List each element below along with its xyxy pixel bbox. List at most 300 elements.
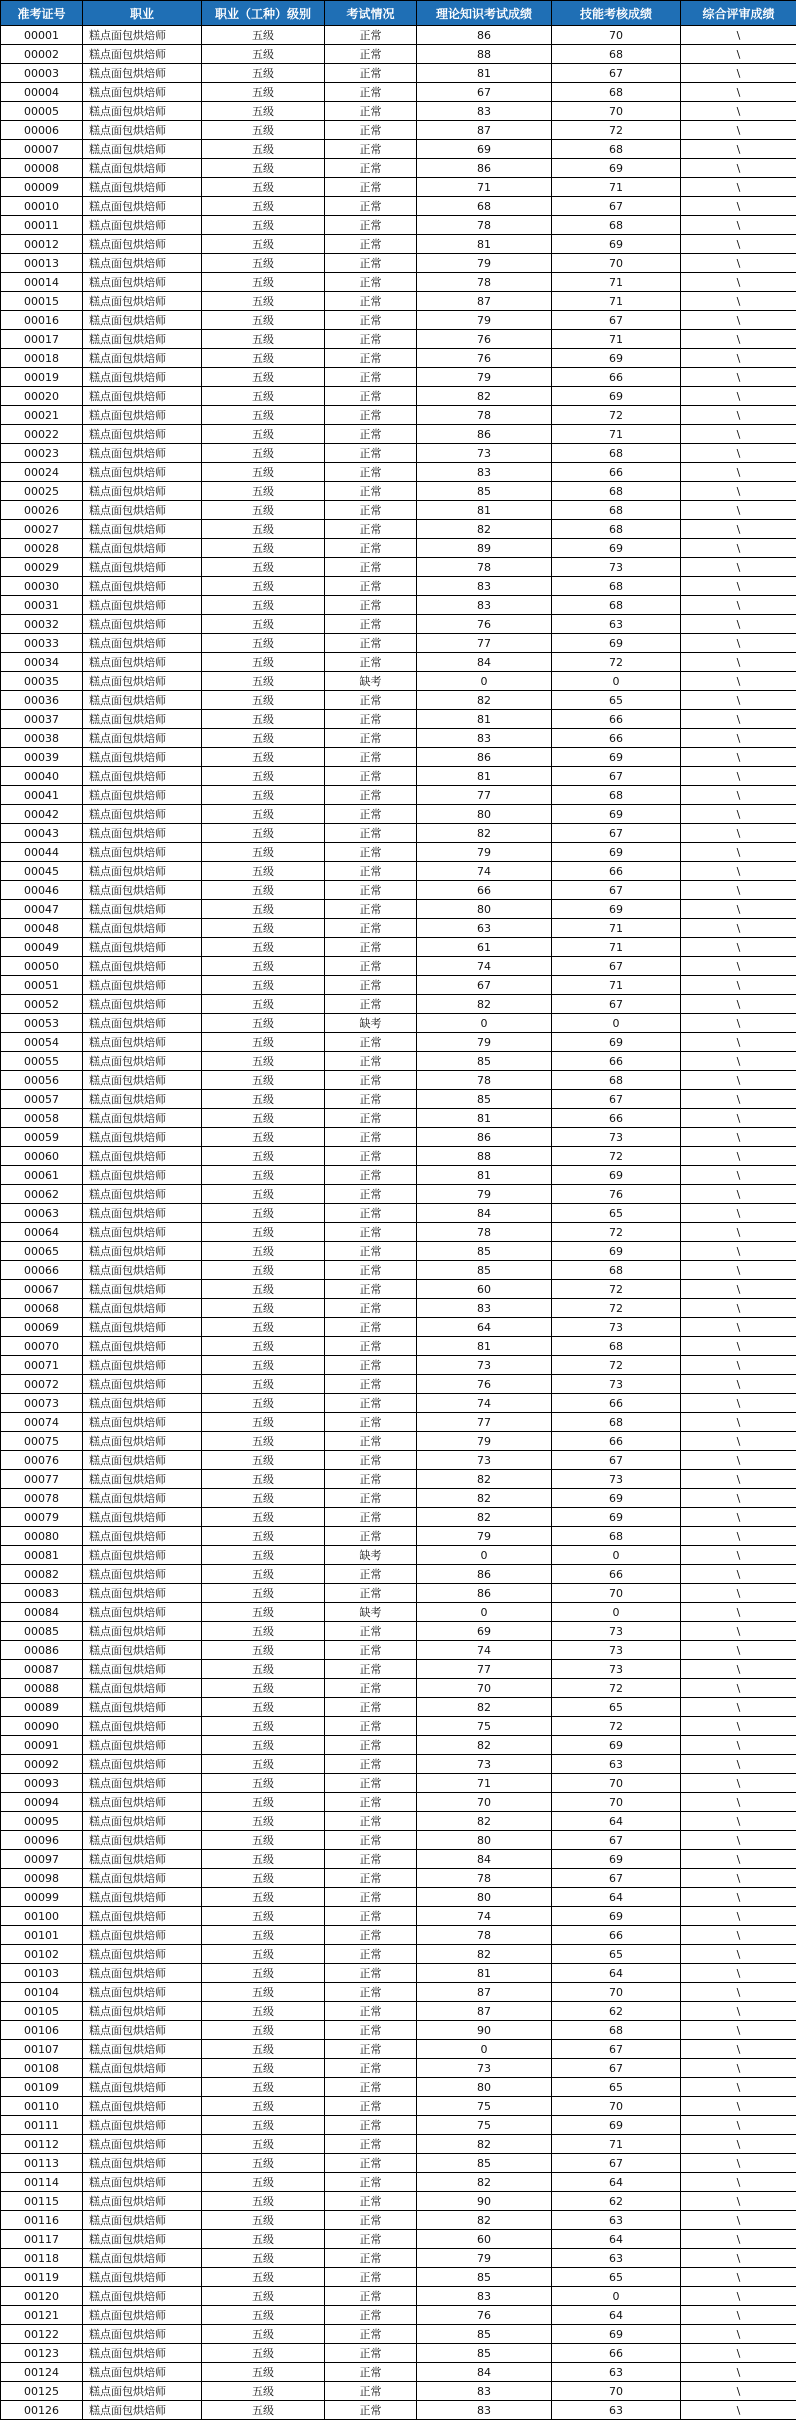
table-row: [1, 748, 796, 767]
cell-theory-score: 67: [417, 976, 552, 995]
cell-exam-id: 00042: [1, 805, 83, 824]
cell-exam-status: 正常: [325, 2382, 417, 2401]
table-row: [1, 1242, 796, 1261]
cell-exam-status: 正常: [325, 1394, 417, 1413]
cell-review-score: \: [681, 2173, 796, 2192]
cell-review-score: \: [681, 1679, 796, 1698]
table-row: [1, 121, 796, 140]
cell-theory-score: 82: [417, 2135, 552, 2154]
cell-exam-id: 00093: [1, 1774, 83, 1793]
table-row: [1, 425, 796, 444]
table-row: [1, 1983, 796, 2002]
table-row: [1, 1318, 796, 1337]
cell-level: 五级: [202, 1432, 325, 1451]
cell-occupation: 糕点面包烘焙师: [83, 311, 202, 330]
cell-occupation: 糕点面包烘焙师: [83, 577, 202, 596]
cell-exam-id: 00019: [1, 368, 83, 387]
cell-review-score: \: [681, 1337, 796, 1356]
cell-exam-status: 正常: [325, 938, 417, 957]
cell-level: 五级: [202, 1052, 325, 1071]
cell-level: 五级: [202, 824, 325, 843]
cell-occupation: 糕点面包烘焙师: [83, 938, 202, 957]
cell-level: 五级: [202, 1337, 325, 1356]
cell-level: 五级: [202, 2401, 325, 2420]
cell-review-score: \: [681, 1014, 796, 1033]
cell-exam-status: 正常: [325, 2154, 417, 2173]
cell-occupation: 糕点面包烘焙师: [83, 596, 202, 615]
table-row: [1, 1261, 796, 1280]
cell-theory-score: 74: [417, 1394, 552, 1413]
cell-exam-status: 正常: [325, 2116, 417, 2135]
cell-occupation: 糕点面包烘焙师: [83, 2344, 202, 2363]
cell-exam-status: 正常: [325, 406, 417, 425]
cell-review-score: \: [681, 2382, 796, 2401]
cell-exam-status: 正常: [325, 2325, 417, 2344]
cell-skill-score: 66: [552, 862, 681, 881]
cell-exam-status: 正常: [325, 216, 417, 235]
cell-review-score: \: [681, 1470, 796, 1489]
cell-exam-status: 正常: [325, 1470, 417, 1489]
cell-theory-score: 79: [417, 1432, 552, 1451]
cell-level: 五级: [202, 1014, 325, 1033]
cell-theory-score: 80: [417, 900, 552, 919]
cell-level: 五级: [202, 881, 325, 900]
cell-skill-score: 66: [552, 1565, 681, 1584]
table-row: [1, 1850, 796, 1869]
cell-skill-score: 73: [552, 1641, 681, 1660]
cell-skill-score: 67: [552, 995, 681, 1014]
cell-occupation: 糕点面包烘焙师: [83, 235, 202, 254]
cell-review-score: \: [681, 2325, 796, 2344]
cell-level: 五级: [202, 273, 325, 292]
cell-exam-id: 00062: [1, 1185, 83, 1204]
cell-skill-score: 66: [552, 1394, 681, 1413]
cell-theory-score: 83: [417, 729, 552, 748]
cell-skill-score: 68: [552, 1071, 681, 1090]
cell-occupation: 糕点面包烘焙师: [83, 767, 202, 786]
cell-theory-score: 73: [417, 444, 552, 463]
cell-exam-status: 正常: [325, 2135, 417, 2154]
table-row: [1, 1603, 796, 1622]
cell-level: 五级: [202, 463, 325, 482]
cell-occupation: 糕点面包烘焙师: [83, 1546, 202, 1565]
cell-occupation: 糕点面包烘焙师: [83, 1603, 202, 1622]
cell-skill-score: 73: [552, 1470, 681, 1489]
cell-theory-score: 83: [417, 2401, 552, 2420]
cell-theory-score: 79: [417, 843, 552, 862]
cell-exam-id: 00114: [1, 2173, 83, 2192]
cell-exam-status: 正常: [325, 1337, 417, 1356]
cell-occupation: 糕点面包烘焙师: [83, 1109, 202, 1128]
cell-level: 五级: [202, 2021, 325, 2040]
cell-skill-score: 70: [552, 1983, 681, 2002]
cell-exam-id: 00098: [1, 1869, 83, 1888]
cell-theory-score: 74: [417, 1641, 552, 1660]
cell-exam-status: 正常: [325, 2287, 417, 2306]
cell-exam-id: 00038: [1, 729, 83, 748]
cell-occupation: 糕点面包烘焙师: [83, 862, 202, 881]
cell-skill-score: 65: [552, 2078, 681, 2097]
cell-occupation: 糕点面包烘焙师: [83, 1375, 202, 1394]
cell-exam-status: 正常: [325, 596, 417, 615]
cell-level: 五级: [202, 2135, 325, 2154]
cell-level: 五级: [202, 1299, 325, 1318]
cell-occupation: 糕点面包烘焙师: [83, 691, 202, 710]
cell-theory-score: 78: [417, 1223, 552, 1242]
cell-theory-score: 78: [417, 1926, 552, 1945]
cell-skill-score: 67: [552, 1451, 681, 1470]
cell-occupation: 糕点面包烘焙师: [83, 710, 202, 729]
cell-occupation: 糕点面包烘焙师: [83, 368, 202, 387]
cell-occupation: 糕点面包烘焙师: [83, 1945, 202, 1964]
cell-exam-status: 正常: [325, 1698, 417, 1717]
cell-skill-score: 65: [552, 691, 681, 710]
cell-occupation: 糕点面包烘焙师: [83, 1432, 202, 1451]
cell-theory-score: 76: [417, 2306, 552, 2325]
table-row: [1, 1299, 796, 1318]
cell-skill-score: 67: [552, 2059, 681, 2078]
cell-occupation: 糕点面包烘焙师: [83, 1280, 202, 1299]
cell-level: 五级: [202, 2287, 325, 2306]
cell-level: 五级: [202, 1166, 325, 1185]
cell-skill-score: 64: [552, 2230, 681, 2249]
cell-skill-score: 73: [552, 1622, 681, 1641]
cell-exam-id: 00101: [1, 1926, 83, 1945]
cell-exam-status: 正常: [325, 1622, 417, 1641]
table-row: [1, 919, 796, 938]
cell-review-score: \: [681, 178, 796, 197]
cell-review-score: \: [681, 862, 796, 881]
table-row: [1, 2363, 796, 2382]
cell-occupation: 糕点面包烘焙师: [83, 2287, 202, 2306]
cell-theory-score: 77: [417, 634, 552, 653]
cell-theory-score: 82: [417, 824, 552, 843]
cell-theory-score: 77: [417, 786, 552, 805]
cell-exam-id: 00097: [1, 1850, 83, 1869]
cell-review-score: \: [681, 2287, 796, 2306]
cell-review-score: \: [681, 1793, 796, 1812]
cell-exam-status: 正常: [325, 957, 417, 976]
cell-skill-score: 69: [552, 1489, 681, 1508]
cell-occupation: 糕点面包烘焙师: [83, 1413, 202, 1432]
table-row: [1, 501, 796, 520]
table-row: [1, 26, 796, 45]
cell-exam-id: 00066: [1, 1261, 83, 1280]
cell-exam-status: 正常: [325, 1261, 417, 1280]
cell-review-score: \: [681, 577, 796, 596]
cell-exam-id: 00091: [1, 1736, 83, 1755]
cell-exam-id: 00059: [1, 1128, 83, 1147]
cell-review-score: \: [681, 1812, 796, 1831]
cell-theory-score: 83: [417, 463, 552, 482]
cell-skill-score: 66: [552, 1109, 681, 1128]
cell-review-score: \: [681, 1261, 796, 1280]
cell-exam-id: 00122: [1, 2325, 83, 2344]
cell-skill-score: 72: [552, 1679, 681, 1698]
cell-occupation: 糕点面包烘焙师: [83, 349, 202, 368]
cell-skill-score: 71: [552, 425, 681, 444]
cell-exam-id: 00003: [1, 64, 83, 83]
cell-level: 五级: [202, 2306, 325, 2325]
cell-review-score: \: [681, 482, 796, 501]
table-row: [1, 729, 796, 748]
cell-review-score: \: [681, 2002, 796, 2021]
cell-occupation: 糕点面包烘焙师: [83, 805, 202, 824]
cell-review-score: \: [681, 273, 796, 292]
cell-exam-status: 正常: [325, 558, 417, 577]
cell-level: 五级: [202, 2325, 325, 2344]
cell-occupation: 糕点面包烘焙师: [83, 1470, 202, 1489]
cell-review-score: \: [681, 102, 796, 121]
cell-occupation: 糕点面包烘焙师: [83, 102, 202, 121]
cell-theory-score: 80: [417, 1831, 552, 1850]
table-row: [1, 1660, 796, 1679]
cell-review-score: \: [681, 710, 796, 729]
cell-theory-score: 0: [417, 1603, 552, 1622]
cell-theory-score: 87: [417, 292, 552, 311]
cell-theory-score: 84: [417, 1850, 552, 1869]
cell-skill-score: 67: [552, 311, 681, 330]
cell-exam-id: 00024: [1, 463, 83, 482]
cell-theory-score: 0: [417, 672, 552, 691]
cell-level: 五级: [202, 2344, 325, 2363]
cell-theory-score: 82: [417, 995, 552, 1014]
cell-theory-score: 80: [417, 805, 552, 824]
cell-skill-score: 69: [552, 1736, 681, 1755]
cell-exam-status: 正常: [325, 862, 417, 881]
cell-exam-status: 正常: [325, 1489, 417, 1508]
cell-level: 五级: [202, 786, 325, 805]
cell-level: 五级: [202, 1033, 325, 1052]
cell-exam-id: 00106: [1, 2021, 83, 2040]
cell-exam-status: 正常: [325, 26, 417, 45]
cell-occupation: 糕点面包烘焙师: [83, 140, 202, 159]
table-row: [1, 2211, 796, 2230]
cell-exam-id: 00023: [1, 444, 83, 463]
cell-occupation: 糕点面包烘焙师: [83, 2325, 202, 2344]
table-row: [1, 1831, 796, 1850]
cell-theory-score: 0: [417, 1546, 552, 1565]
cell-review-score: \: [681, 140, 796, 159]
cell-occupation: 糕点面包烘焙师: [83, 672, 202, 691]
table-row: [1, 1185, 796, 1204]
cell-theory-score: 90: [417, 2192, 552, 2211]
cell-level: 五级: [202, 2382, 325, 2401]
cell-skill-score: 67: [552, 2040, 681, 2059]
cell-occupation: 糕点面包烘焙师: [83, 615, 202, 634]
cell-theory-score: 60: [417, 2230, 552, 2249]
cell-skill-score: 66: [552, 1432, 681, 1451]
cell-exam-id: 00076: [1, 1451, 83, 1470]
cell-review-score: \: [681, 1375, 796, 1394]
cell-exam-status: 正常: [325, 1413, 417, 1432]
cell-theory-score: 85: [417, 2268, 552, 2287]
cell-review-score: \: [681, 254, 796, 273]
table-row: [1, 349, 796, 368]
cell-review-score: \: [681, 748, 796, 767]
cell-level: 五级: [202, 1413, 325, 1432]
table-row: [1, 2382, 796, 2401]
cell-occupation: 糕点面包烘焙师: [83, 1090, 202, 1109]
table-row: [1, 653, 796, 672]
header-exam-status: 考试情况: [325, 1, 417, 26]
cell-exam-id: 00037: [1, 710, 83, 729]
cell-exam-status: 正常: [325, 539, 417, 558]
cell-skill-score: 69: [552, 387, 681, 406]
cell-exam-id: 00056: [1, 1071, 83, 1090]
cell-theory-score: 82: [417, 2211, 552, 2230]
cell-skill-score: 69: [552, 748, 681, 767]
cell-occupation: 糕点面包烘焙师: [83, 2401, 202, 2420]
cell-level: 五级: [202, 1812, 325, 1831]
cell-skill-score: 68: [552, 83, 681, 102]
cell-review-score: \: [681, 767, 796, 786]
cell-level: 五级: [202, 1793, 325, 1812]
cell-exam-id: 00029: [1, 558, 83, 577]
cell-exam-status: 正常: [325, 387, 417, 406]
cell-exam-status: 正常: [325, 349, 417, 368]
cell-skill-score: 63: [552, 2401, 681, 2420]
cell-exam-id: 00117: [1, 2230, 83, 2249]
cell-review-score: \: [681, 1489, 796, 1508]
cell-level: 五级: [202, 1660, 325, 1679]
table-row: [1, 2192, 796, 2211]
cell-level: 五级: [202, 1850, 325, 1869]
cell-skill-score: 68: [552, 1261, 681, 1280]
cell-level: 五级: [202, 178, 325, 197]
cell-review-score: \: [681, 1641, 796, 1660]
cell-theory-score: 69: [417, 140, 552, 159]
cell-occupation: 糕点面包烘焙师: [83, 1736, 202, 1755]
cell-occupation: 糕点面包烘焙师: [83, 64, 202, 83]
cell-skill-score: 0: [552, 1014, 681, 1033]
cell-skill-score: 70: [552, 1584, 681, 1603]
table-row: [1, 1413, 796, 1432]
cell-review-score: \: [681, 1736, 796, 1755]
cell-exam-status: 正常: [325, 45, 417, 64]
cell-occupation: 糕点面包烘焙师: [83, 1527, 202, 1546]
cell-exam-id: 00033: [1, 634, 83, 653]
table-row: [1, 1622, 796, 1641]
cell-review-score: \: [681, 805, 796, 824]
table-row: [1, 2002, 796, 2021]
cell-occupation: 糕点面包烘焙师: [83, 976, 202, 995]
cell-exam-status: 正常: [325, 1375, 417, 1394]
cell-review-score: \: [681, 615, 796, 634]
cell-skill-score: 70: [552, 2382, 681, 2401]
cell-review-score: \: [681, 83, 796, 102]
cell-level: 五级: [202, 1945, 325, 1964]
cell-theory-score: 87: [417, 2002, 552, 2021]
cell-review-score: \: [681, 330, 796, 349]
cell-theory-score: 82: [417, 1489, 552, 1508]
header-exam-id: 准考证号: [1, 1, 83, 26]
table-row: [1, 254, 796, 273]
table-row: [1, 140, 796, 159]
cell-exam-status: 正常: [325, 843, 417, 862]
cell-skill-score: 71: [552, 938, 681, 957]
table-row: [1, 2078, 796, 2097]
table-row: [1, 1869, 796, 1888]
cell-skill-score: 64: [552, 1964, 681, 1983]
cell-occupation: 糕点面包烘焙师: [83, 1641, 202, 1660]
cell-theory-score: 82: [417, 691, 552, 710]
cell-skill-score: 70: [552, 1793, 681, 1812]
cell-theory-score: 75: [417, 1717, 552, 1736]
cell-review-score: \: [681, 1223, 796, 1242]
cell-theory-score: 86: [417, 1128, 552, 1147]
cell-skill-score: 68: [552, 501, 681, 520]
cell-theory-score: 79: [417, 368, 552, 387]
cell-exam-status: 正常: [325, 2268, 417, 2287]
cell-occupation: 糕点面包烘焙师: [83, 1717, 202, 1736]
table-row: [1, 520, 796, 539]
cell-exam-id: 00004: [1, 83, 83, 102]
cell-exam-status: 正常: [325, 159, 417, 178]
table-row: [1, 1926, 796, 1945]
cell-theory-score: 79: [417, 1527, 552, 1546]
table-row: [1, 83, 796, 102]
cell-occupation: 糕点面包烘焙师: [83, 2306, 202, 2325]
table-row: [1, 387, 796, 406]
table-row: [1, 1166, 796, 1185]
cell-review-score: \: [681, 995, 796, 1014]
cell-theory-score: 77: [417, 1660, 552, 1679]
cell-occupation: 糕点面包烘焙师: [83, 634, 202, 653]
cell-level: 五级: [202, 102, 325, 121]
cell-skill-score: 76: [552, 1185, 681, 1204]
cell-exam-id: 00032: [1, 615, 83, 634]
table-row: [1, 1204, 796, 1223]
cell-theory-score: 75: [417, 2116, 552, 2135]
table-row: [1, 976, 796, 995]
cell-occupation: 糕点面包烘焙师: [83, 1983, 202, 2002]
cell-exam-status: 正常: [325, 1451, 417, 1470]
cell-occupation: 糕点面包烘焙师: [83, 2382, 202, 2401]
cell-skill-score: 62: [552, 2002, 681, 2021]
cell-level: 五级: [202, 2002, 325, 2021]
cell-level: 五级: [202, 976, 325, 995]
cell-exam-id: 00123: [1, 2344, 83, 2363]
cell-level: 五级: [202, 1831, 325, 1850]
cell-level: 五级: [202, 501, 325, 520]
cell-level: 五级: [202, 1584, 325, 1603]
cell-level: 五级: [202, 1926, 325, 1945]
cell-level: 五级: [202, 2116, 325, 2135]
table-row: [1, 2249, 796, 2268]
cell-exam-id: 00002: [1, 45, 83, 64]
cell-level: 五级: [202, 1869, 325, 1888]
cell-exam-id: 00111: [1, 2116, 83, 2135]
table-row: [1, 1584, 796, 1603]
table-row: [1, 2344, 796, 2363]
cell-review-score: \: [681, 2363, 796, 2382]
cell-skill-score: 65: [552, 2268, 681, 2287]
cell-theory-score: 84: [417, 653, 552, 672]
table-row: [1, 368, 796, 387]
table-row: [1, 1432, 796, 1451]
cell-theory-score: 78: [417, 406, 552, 425]
cell-skill-score: 70: [552, 102, 681, 121]
cell-level: 五级: [202, 1318, 325, 1337]
cell-occupation: 糕点面包烘焙师: [83, 520, 202, 539]
cell-theory-score: 82: [417, 1736, 552, 1755]
cell-theory-score: 81: [417, 767, 552, 786]
cell-exam-status: 正常: [325, 1280, 417, 1299]
cell-theory-score: 74: [417, 1907, 552, 1926]
cell-occupation: 糕点面包烘焙师: [83, 919, 202, 938]
cell-review-score: \: [681, 1280, 796, 1299]
